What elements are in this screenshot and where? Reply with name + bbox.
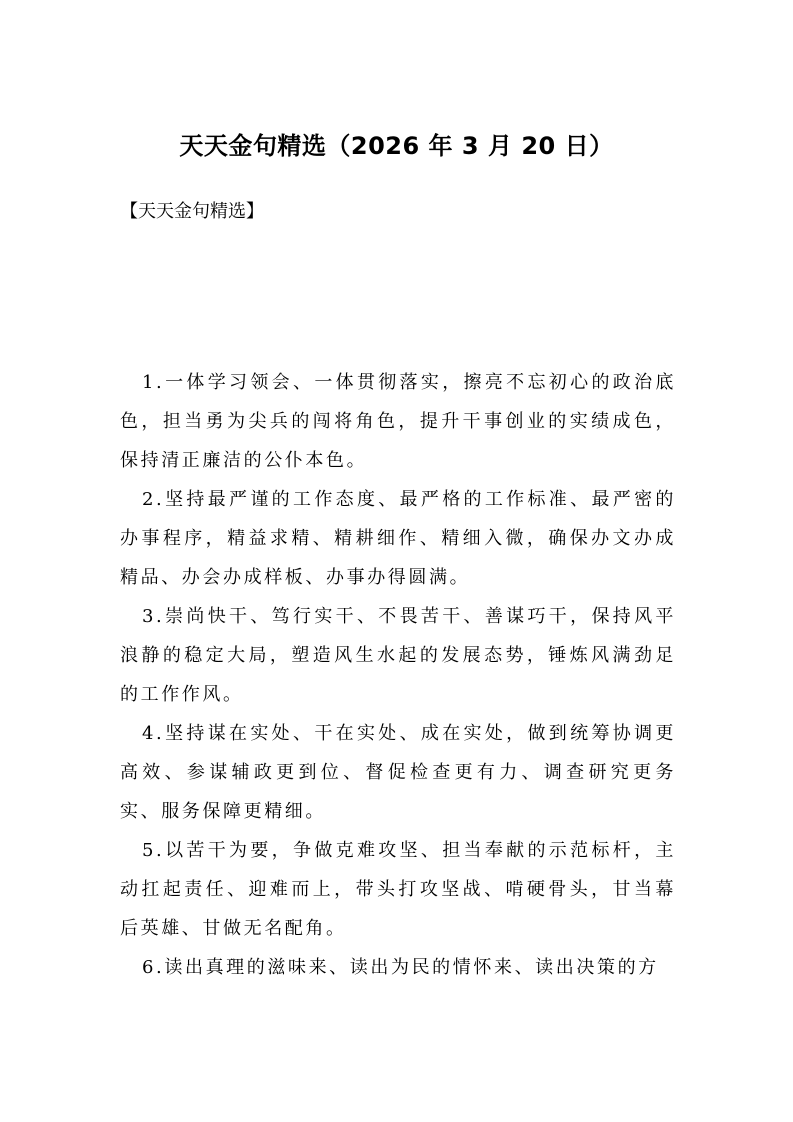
document-body [120,363,676,987]
paragraph-5: 5.以苦干为要，争做克难攻坚、担当奉献的示范标杆，主动扛起责任、迎难而上，带头打攻坚战、啃硬骨头，甘当幕后英雄、甘做无名配角。 [120,840,676,939]
paragraph-4: 4.坚持谋在实处、干在实处、成在实处，做到统筹协调更高效、参谋辅政更到位、督促检查更有力、调查研究更务实、服务保障更精细。 [120,723,676,822]
document-title: 天天金句精选（2026 年 3 月 20 日） [179,132,614,160]
paragraph-1: 1.一体学习领会、一体贯彻落实，擦亮不忘初心的政治底色，担当勇为尖兵的闯将角色，提升干事创业的实绩成色，保持清正廉洁的公仆本色。 [120,372,676,471]
section-label: 【天天金句精选】 [120,201,264,222]
paragraph-6: 6.读出真理的滋味来、读出为民的情怀来、读出决策的方 [142,957,659,978]
paragraph-2: 2.坚持最严谨的工作态度、最严格的工作标准、最严密的办事程序，精益求精、精耕细作、精细入微，确保办文办成精品、办会办成样板、办事办得圆满。 [120,489,676,588]
paragraph-3: 3.崇尚快干、笃行实干、不畏苦干、善谋巧干，保持风平浪静的稳定大局，塑造风生水起的发展态势，锤炼风满劲足的工作作风。 [120,606,676,705]
